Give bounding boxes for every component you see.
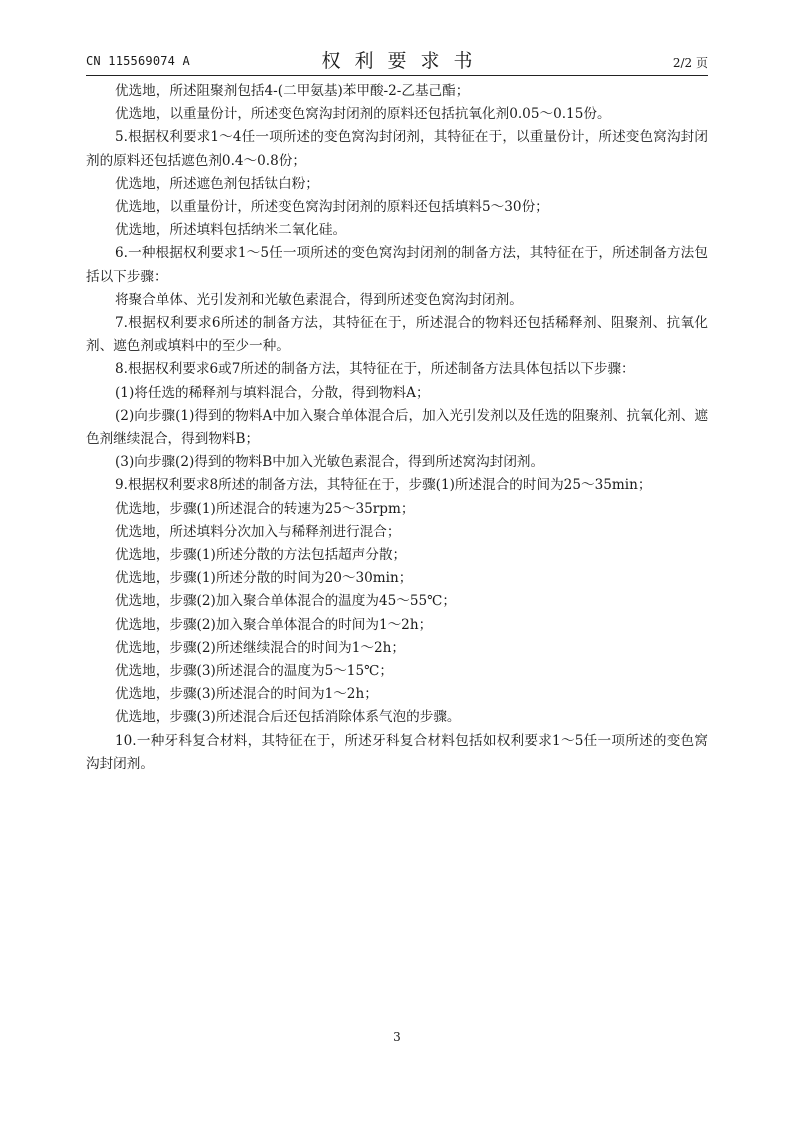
claim-paragraph: 9.根据权利要求8所述的制备方法，其特征在于，步骤(1)所述混合的时间为25～35min；	[115, 477, 652, 494]
claim-paragraph: 优选地，步骤(3)所述混合后还包括消除体系气泡的步骤。	[115, 709, 461, 726]
claim-paragraph: 优选地，所述阻聚剂包括4-(二甲氨基)苯甲酸-2-乙基己酯；	[115, 83, 470, 99]
page-number: 3	[393, 1030, 401, 1044]
claim-paragraph: 优选地，所述填料包括纳米二氧化硅。	[115, 222, 347, 239]
claim-paragraph: 优选地，所述遮色剂包括钛白粉；	[115, 175, 319, 192]
page-header	[86, 46, 708, 74]
claim-paragraph: 8.根据权利要求6或7所述的制备方法，其特征在于，所述制备方法具体包括以下步骤：	[115, 361, 635, 378]
claim-paragraph: 优选地，步骤(3)所述混合的时间为1～2h；	[115, 686, 378, 703]
claim-paragraph: 5.根据权利要求1～4任一项所述的变色窝沟封闭剂，其特征在于，以重量份计，所述变色窝沟封闭剂的原料还包括遮色剂0.4～0.8份；	[86, 129, 708, 169]
claim-paragraph: 优选地，步骤(1)所述分散的方法包括超声分散；	[115, 547, 407, 564]
claims-body	[86, 80, 708, 776]
claim-paragraph: (3)向步骤(2)得到的物料B中加入光敏色素混合，得到所述窝沟封闭剂。	[115, 454, 545, 471]
claim-paragraph: (1)将任选的稀释剂与填料混合，分散，得到物料A；	[115, 384, 430, 401]
claim-paragraph: 优选地，所述填料分次加入与稀释剂进行混合；	[115, 523, 401, 540]
claim-paragraph: 7.根据权利要求6所述的制备方法，其特征在于，所述混合的物料还包括稀释剂、阻聚剂、抗氧化剂、遮色剂或填料中的至少一种。	[86, 315, 708, 355]
claim-paragraph: 10.一种牙科复合材料，其特征在于，所述牙科复合材料包括如权利要求1～5任一项所述的变色窝沟封闭剂。	[86, 732, 708, 772]
claim-paragraph: 优选地，以重量份计，所述变色窝沟封闭剂的原料还包括填料5～30份；	[115, 199, 549, 216]
claim-paragraph: (2)向步骤(1)得到的物料A中加入聚合单体混合后，加入光引发剂以及任选的阻聚剂、抗氧化剂、遮色剂继续混合，得到物料B；	[86, 407, 708, 448]
claim-paragraph: 优选地，步骤(1)所述分散的时间为20～30min；	[115, 570, 413, 587]
claim-paragraph: 优选地，以重量份计，所述变色窝沟封闭剂的原料还包括抗氧化剂0.05～0.15份。	[115, 106, 611, 123]
document-number: CN 115569074 A	[86, 54, 190, 68]
page-title: 权利要求书	[321, 50, 487, 72]
claim-paragraph: 优选地，步骤(2)加入聚合单体混合的时间为1～2h；	[115, 616, 433, 633]
claim-paragraph: 将聚合单体、光引发剂和光敏色素混合，得到所述变色窝沟封闭剂。	[115, 291, 523, 308]
claim-paragraph: 6.一种根据权利要求1～5任一项所述的变色窝沟封闭剂的制备方法，其特征在于，所述制备方法包括以下步骤：	[86, 245, 708, 285]
claim-paragraph: 优选地，步骤(2)加入聚合单体混合的温度为45～55℃；	[115, 593, 456, 610]
claim-paragraph: 优选地，步骤(3)所述混合的温度为5～15℃；	[115, 663, 393, 680]
claim-paragraph: 优选地，步骤(2)所述继续混合的时间为1～2h；	[115, 639, 405, 656]
header-divider	[86, 75, 708, 76]
claim-paragraph: 优选地，步骤(1)所述混合的转速为25～35rpm；	[115, 500, 415, 517]
page-indicator: 2/2 页	[672, 56, 708, 70]
